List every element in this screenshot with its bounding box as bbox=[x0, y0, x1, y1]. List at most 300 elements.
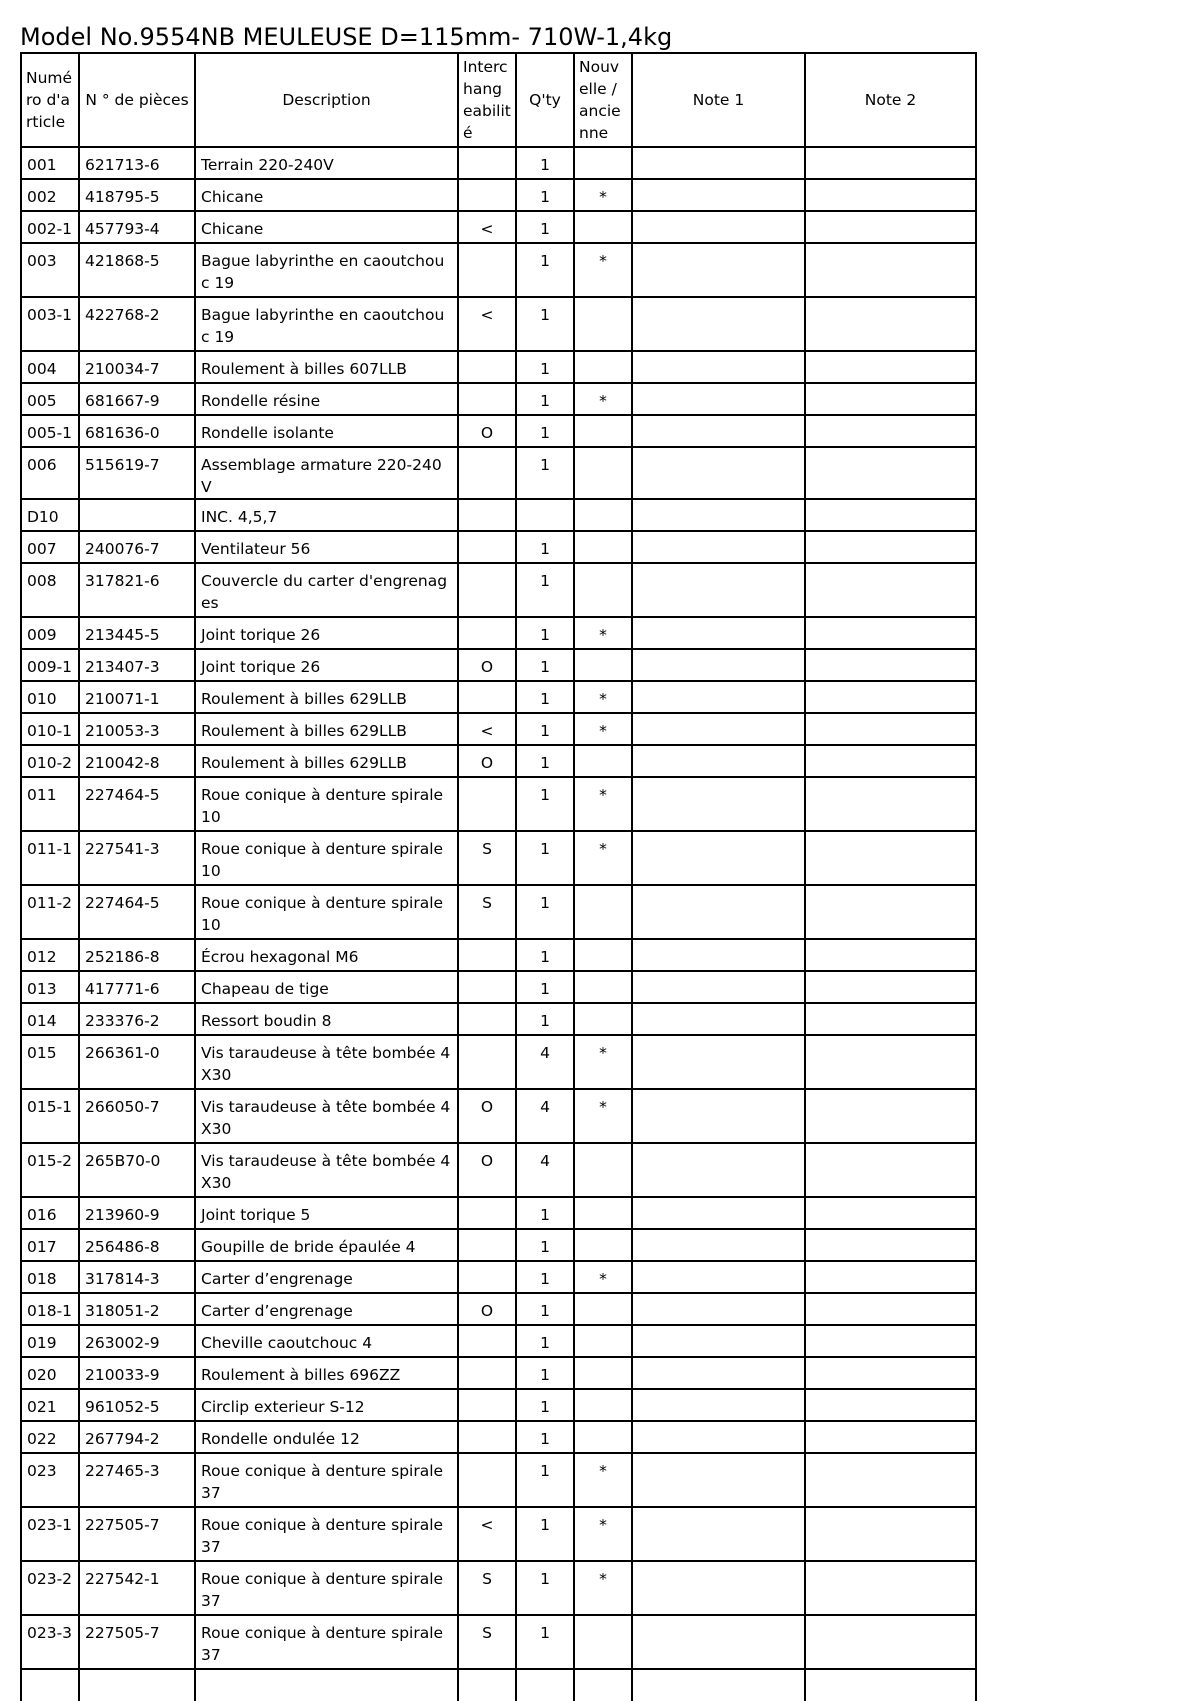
cell-note2 bbox=[805, 831, 976, 885]
cell-description: Joint torique 5 bbox=[195, 1197, 458, 1229]
header-item-no: Numéro d'article bbox=[21, 53, 79, 147]
cell-new-old bbox=[574, 1325, 632, 1357]
cell-description: Roulement à billes 607LLB bbox=[195, 351, 458, 383]
cell-qty: 1 bbox=[516, 1453, 574, 1507]
cell-note2 bbox=[805, 147, 976, 179]
table-row bbox=[21, 1035, 976, 1089]
cell-item-no: 018 bbox=[21, 1261, 79, 1293]
cell-description: Vis taraudeuse à tête bombée 4X30 bbox=[195, 1035, 458, 1089]
cell-part-no: 252186-8 bbox=[79, 939, 195, 971]
cell-description: Roue conique à denture spirale 37 bbox=[195, 1453, 458, 1507]
cell-item-no: 023 bbox=[21, 1453, 79, 1507]
cell-part-no: 227541-3 bbox=[79, 831, 195, 885]
cell-description: Chicane bbox=[195, 211, 458, 243]
cell-note2 bbox=[805, 1143, 976, 1197]
cell-qty: 1 bbox=[516, 1507, 574, 1561]
cell-interchangeability bbox=[458, 1357, 516, 1389]
cell-note1 bbox=[632, 447, 805, 499]
table-row bbox=[21, 383, 976, 415]
cell-note1 bbox=[632, 1561, 805, 1615]
cell-new-old bbox=[574, 745, 632, 777]
cell-interchangeability: < bbox=[458, 713, 516, 745]
cell-part-no: 240076-7 bbox=[79, 531, 195, 563]
cell-item-no: 015-1 bbox=[21, 1089, 79, 1143]
cell-note1 bbox=[632, 971, 805, 1003]
cell-new-old bbox=[574, 649, 632, 681]
cell-part-no: 422768-2 bbox=[79, 297, 195, 351]
cell-new-old: * bbox=[574, 1035, 632, 1089]
cell-qty: 1 bbox=[516, 297, 574, 351]
cell-description: Bague labyrinthe en caoutchouc 19 bbox=[195, 243, 458, 297]
table-row bbox=[21, 179, 976, 211]
cell-description: Rondelle isolante bbox=[195, 415, 458, 447]
table-row bbox=[21, 297, 976, 351]
cell-qty: 1 bbox=[516, 777, 574, 831]
empty-cell bbox=[79, 1669, 195, 1701]
cell-interchangeability bbox=[458, 351, 516, 383]
cell-item-no: D10 bbox=[21, 499, 79, 531]
cell-item-no: 009-1 bbox=[21, 649, 79, 681]
cell-part-no: 210042-8 bbox=[79, 745, 195, 777]
page-title: Model No.9554NB MEULEUSE D=115mm- 710W-1,4kg bbox=[20, 23, 673, 51]
cell-interchangeability bbox=[458, 617, 516, 649]
cell-interchangeability bbox=[458, 1421, 516, 1453]
cell-interchangeability: O bbox=[458, 415, 516, 447]
table-row bbox=[21, 1389, 976, 1421]
cell-qty: 1 bbox=[516, 179, 574, 211]
cell-new-old bbox=[574, 211, 632, 243]
cell-interchangeability: O bbox=[458, 1143, 516, 1197]
table-row bbox=[21, 971, 976, 1003]
cell-description: Roulement à billes 629LLB bbox=[195, 745, 458, 777]
cell-note1 bbox=[632, 499, 805, 531]
cell-interchangeability: O bbox=[458, 745, 516, 777]
table-row bbox=[21, 1615, 976, 1669]
cell-note1 bbox=[632, 1421, 805, 1453]
table-row bbox=[21, 447, 976, 499]
cell-note2 bbox=[805, 1035, 976, 1089]
cell-qty: 4 bbox=[516, 1089, 574, 1143]
table-row bbox=[21, 211, 976, 243]
table-row bbox=[21, 1325, 976, 1357]
cell-note1 bbox=[632, 1261, 805, 1293]
cell-qty: 1 bbox=[516, 971, 574, 1003]
cell-qty bbox=[516, 499, 574, 531]
cell-note1 bbox=[632, 831, 805, 885]
cell-item-no: 001 bbox=[21, 147, 79, 179]
cell-interchangeability bbox=[458, 1389, 516, 1421]
cell-note2 bbox=[805, 531, 976, 563]
cell-item-no: 019 bbox=[21, 1325, 79, 1357]
cell-qty: 1 bbox=[516, 1357, 574, 1389]
cell-qty: 4 bbox=[516, 1143, 574, 1197]
cell-note1 bbox=[632, 211, 805, 243]
cell-item-no: 012 bbox=[21, 939, 79, 971]
cell-new-old: * bbox=[574, 617, 632, 649]
cell-qty: 1 bbox=[516, 1561, 574, 1615]
cell-new-old bbox=[574, 499, 632, 531]
cell-note1 bbox=[632, 179, 805, 211]
table-row bbox=[21, 1261, 976, 1293]
cell-description: Roulement à billes 629LLB bbox=[195, 681, 458, 713]
cell-part-no: 681667-9 bbox=[79, 383, 195, 415]
table-row bbox=[21, 649, 976, 681]
cell-interchangeability bbox=[458, 179, 516, 211]
cell-item-no: 011 bbox=[21, 777, 79, 831]
header-note1: Note 1 bbox=[632, 53, 805, 147]
cell-description: Joint torique 26 bbox=[195, 617, 458, 649]
cell-qty: 1 bbox=[516, 939, 574, 971]
cell-note2 bbox=[805, 297, 976, 351]
cell-item-no: 023-3 bbox=[21, 1615, 79, 1669]
table-row bbox=[21, 1143, 976, 1197]
cell-interchangeability bbox=[458, 531, 516, 563]
cell-note1 bbox=[632, 243, 805, 297]
cell-qty: 1 bbox=[516, 1293, 574, 1325]
cell-part-no: 233376-2 bbox=[79, 1003, 195, 1035]
cell-new-old bbox=[574, 447, 632, 499]
table-header-row bbox=[21, 53, 976, 147]
cell-note2 bbox=[805, 649, 976, 681]
table-row bbox=[21, 885, 976, 939]
cell-qty: 1 bbox=[516, 1389, 574, 1421]
cell-part-no: 681636-0 bbox=[79, 415, 195, 447]
cell-note1 bbox=[632, 1293, 805, 1325]
header-description: Description bbox=[195, 53, 458, 147]
cell-note2 bbox=[805, 681, 976, 713]
table-body bbox=[21, 147, 976, 1701]
cell-description: Vis taraudeuse à tête bombée 4X30 bbox=[195, 1143, 458, 1197]
cell-note1 bbox=[632, 617, 805, 649]
table-row bbox=[21, 939, 976, 971]
cell-note1 bbox=[632, 563, 805, 617]
table-row bbox=[21, 415, 976, 447]
cell-item-no: 007 bbox=[21, 531, 79, 563]
table-row bbox=[21, 1561, 976, 1615]
cell-qty: 1 bbox=[516, 147, 574, 179]
table-row bbox=[21, 713, 976, 745]
cell-new-old: * bbox=[574, 1453, 632, 1507]
cell-note2 bbox=[805, 447, 976, 499]
cell-qty: 1 bbox=[516, 1325, 574, 1357]
cell-note2 bbox=[805, 351, 976, 383]
cell-note1 bbox=[632, 351, 805, 383]
cell-part-no: 227465-3 bbox=[79, 1453, 195, 1507]
cell-interchangeability: < bbox=[458, 211, 516, 243]
cell-qty: 1 bbox=[516, 211, 574, 243]
cell-part-no: 418795-5 bbox=[79, 179, 195, 211]
cell-note1 bbox=[632, 1143, 805, 1197]
cell-note1 bbox=[632, 939, 805, 971]
cell-new-old bbox=[574, 1003, 632, 1035]
cell-description: Terrain 220-240V bbox=[195, 147, 458, 179]
cell-new-old bbox=[574, 147, 632, 179]
cell-note1 bbox=[632, 1389, 805, 1421]
cell-note2 bbox=[805, 617, 976, 649]
cell-note2 bbox=[805, 179, 976, 211]
table-row bbox=[21, 681, 976, 713]
cell-interchangeability bbox=[458, 147, 516, 179]
cell-interchangeability: S bbox=[458, 1615, 516, 1669]
cell-part-no bbox=[79, 499, 195, 531]
table-row bbox=[21, 351, 976, 383]
cell-note1 bbox=[632, 1325, 805, 1357]
cell-qty: 1 bbox=[516, 1003, 574, 1035]
cell-note2 bbox=[805, 1421, 976, 1453]
table-row bbox=[21, 1003, 976, 1035]
cell-interchangeability: O bbox=[458, 649, 516, 681]
empty-cell bbox=[805, 1669, 976, 1701]
cell-qty: 1 bbox=[516, 1421, 574, 1453]
cell-description: Écrou hexagonal M6 bbox=[195, 939, 458, 971]
cell-new-old bbox=[574, 1357, 632, 1389]
cell-description: Ressort boudin 8 bbox=[195, 1003, 458, 1035]
cell-part-no: 213407-3 bbox=[79, 649, 195, 681]
cell-item-no: 005-1 bbox=[21, 415, 79, 447]
cell-note2 bbox=[805, 383, 976, 415]
cell-interchangeability: S bbox=[458, 1561, 516, 1615]
cell-qty: 1 bbox=[516, 713, 574, 745]
table-row bbox=[21, 1421, 976, 1453]
cell-note1 bbox=[632, 885, 805, 939]
cell-interchangeability bbox=[458, 1229, 516, 1261]
cell-description: Chicane bbox=[195, 179, 458, 211]
cell-interchangeability bbox=[458, 681, 516, 713]
table-row bbox=[21, 531, 976, 563]
cell-new-old bbox=[574, 885, 632, 939]
table-row bbox=[21, 243, 976, 297]
cell-part-no: 457793-4 bbox=[79, 211, 195, 243]
cell-note2 bbox=[805, 745, 976, 777]
cell-qty: 1 bbox=[516, 531, 574, 563]
cell-interchangeability bbox=[458, 563, 516, 617]
cell-item-no: 003 bbox=[21, 243, 79, 297]
cell-description: Couvercle du carter d'engrenages bbox=[195, 563, 458, 617]
cell-new-old: * bbox=[574, 681, 632, 713]
cell-note1 bbox=[632, 147, 805, 179]
cell-item-no: 014 bbox=[21, 1003, 79, 1035]
table-row bbox=[21, 831, 976, 885]
cell-interchangeability bbox=[458, 243, 516, 297]
cell-note1 bbox=[632, 777, 805, 831]
cell-note1 bbox=[632, 681, 805, 713]
cell-description: Roue conique à denture spirale 10 bbox=[195, 885, 458, 939]
cell-qty: 1 bbox=[516, 415, 574, 447]
cell-description: Goupille de bride épaulée 4 bbox=[195, 1229, 458, 1261]
cell-qty: 1 bbox=[516, 447, 574, 499]
cell-new-old bbox=[574, 971, 632, 1003]
cell-new-old bbox=[574, 1229, 632, 1261]
cell-new-old: * bbox=[574, 1507, 632, 1561]
cell-qty: 1 bbox=[516, 383, 574, 415]
cell-note1 bbox=[632, 745, 805, 777]
cell-description: Carter d’engrenage bbox=[195, 1293, 458, 1325]
cell-item-no: 015 bbox=[21, 1035, 79, 1089]
cell-item-no: 015-2 bbox=[21, 1143, 79, 1197]
cell-description: Joint torique 26 bbox=[195, 649, 458, 681]
cell-new-old bbox=[574, 563, 632, 617]
header-note2: Note 2 bbox=[805, 53, 976, 147]
cell-description: Rondelle résine bbox=[195, 383, 458, 415]
cell-description: Assemblage armature 220-240V bbox=[195, 447, 458, 499]
cell-new-old bbox=[574, 1197, 632, 1229]
cell-interchangeability: < bbox=[458, 1507, 516, 1561]
header-qty: Q'ty bbox=[516, 53, 574, 147]
cell-part-no: 227505-7 bbox=[79, 1615, 195, 1669]
cell-note2 bbox=[805, 1261, 976, 1293]
table-row bbox=[21, 1669, 976, 1701]
cell-description: INC. 4,5,7 bbox=[195, 499, 458, 531]
cell-interchangeability bbox=[458, 499, 516, 531]
cell-note1 bbox=[632, 1453, 805, 1507]
cell-new-old bbox=[574, 531, 632, 563]
empty-cell bbox=[574, 1669, 632, 1701]
cell-part-no: 317814-3 bbox=[79, 1261, 195, 1293]
cell-new-old: * bbox=[574, 243, 632, 297]
cell-new-old: * bbox=[574, 1261, 632, 1293]
table-row bbox=[21, 617, 976, 649]
header-new-old: Nouvelle / ancienne bbox=[574, 53, 632, 147]
cell-note1 bbox=[632, 1357, 805, 1389]
cell-new-old bbox=[574, 1143, 632, 1197]
empty-cell bbox=[21, 1669, 79, 1701]
cell-note1 bbox=[632, 383, 805, 415]
cell-qty: 4 bbox=[516, 1035, 574, 1089]
cell-qty: 1 bbox=[516, 1261, 574, 1293]
cell-new-old bbox=[574, 1389, 632, 1421]
cell-part-no: 210034-7 bbox=[79, 351, 195, 383]
cell-note2 bbox=[805, 499, 976, 531]
cell-description: Roue conique à denture spirale 37 bbox=[195, 1561, 458, 1615]
cell-item-no: 008 bbox=[21, 563, 79, 617]
cell-note2 bbox=[805, 1089, 976, 1143]
cell-new-old bbox=[574, 939, 632, 971]
table-row bbox=[21, 1453, 976, 1507]
parts-table bbox=[20, 52, 977, 1701]
cell-part-no: 213445-5 bbox=[79, 617, 195, 649]
cell-note1 bbox=[632, 649, 805, 681]
cell-qty: 1 bbox=[516, 243, 574, 297]
cell-item-no: 002 bbox=[21, 179, 79, 211]
cell-new-old bbox=[574, 1293, 632, 1325]
table-row bbox=[21, 1197, 976, 1229]
cell-part-no: 213960-9 bbox=[79, 1197, 195, 1229]
cell-item-no: 013 bbox=[21, 971, 79, 1003]
cell-note2 bbox=[805, 971, 976, 1003]
cell-description: Cheville caoutchouc 4 bbox=[195, 1325, 458, 1357]
table-row bbox=[21, 745, 976, 777]
cell-description: Chapeau de tige bbox=[195, 971, 458, 1003]
cell-qty: 1 bbox=[516, 1615, 574, 1669]
cell-item-no: 009 bbox=[21, 617, 79, 649]
cell-item-no: 010-2 bbox=[21, 745, 79, 777]
cell-note2 bbox=[805, 1615, 976, 1669]
cell-part-no: 961052-5 bbox=[79, 1389, 195, 1421]
cell-qty: 1 bbox=[516, 617, 574, 649]
cell-new-old: * bbox=[574, 713, 632, 745]
cell-interchangeability bbox=[458, 971, 516, 1003]
cell-note2 bbox=[805, 1197, 976, 1229]
cell-qty: 1 bbox=[516, 649, 574, 681]
cell-interchangeability: < bbox=[458, 297, 516, 351]
cell-note2 bbox=[805, 1389, 976, 1421]
cell-part-no: 227505-7 bbox=[79, 1507, 195, 1561]
cell-qty: 1 bbox=[516, 745, 574, 777]
cell-item-no: 005 bbox=[21, 383, 79, 415]
cell-description: Roulement à billes 696ZZ bbox=[195, 1357, 458, 1389]
cell-part-no: 210033-9 bbox=[79, 1357, 195, 1389]
cell-interchangeability: S bbox=[458, 885, 516, 939]
cell-note2 bbox=[805, 415, 976, 447]
table-row bbox=[21, 1507, 976, 1561]
cell-interchangeability: O bbox=[458, 1293, 516, 1325]
cell-item-no: 021 bbox=[21, 1389, 79, 1421]
cell-note1 bbox=[632, 713, 805, 745]
cell-new-old bbox=[574, 297, 632, 351]
cell-description: Carter d’engrenage bbox=[195, 1261, 458, 1293]
cell-note1 bbox=[632, 1089, 805, 1143]
cell-note1 bbox=[632, 531, 805, 563]
cell-qty: 1 bbox=[516, 351, 574, 383]
cell-description: Roulement à billes 629LLB bbox=[195, 713, 458, 745]
cell-interchangeability bbox=[458, 1035, 516, 1089]
cell-part-no: 266050-7 bbox=[79, 1089, 195, 1143]
cell-note2 bbox=[805, 777, 976, 831]
cell-description: Circlip exterieur S-12 bbox=[195, 1389, 458, 1421]
cell-part-no: 227542-1 bbox=[79, 1561, 195, 1615]
cell-item-no: 002-1 bbox=[21, 211, 79, 243]
table-row bbox=[21, 147, 976, 179]
cell-description: Vis taraudeuse à tête bombée 4X30 bbox=[195, 1089, 458, 1143]
cell-new-old bbox=[574, 415, 632, 447]
cell-qty: 1 bbox=[516, 563, 574, 617]
cell-item-no: 011-1 bbox=[21, 831, 79, 885]
cell-part-no: 266361-0 bbox=[79, 1035, 195, 1089]
cell-interchangeability bbox=[458, 1261, 516, 1293]
cell-item-no: 023-2 bbox=[21, 1561, 79, 1615]
cell-new-old bbox=[574, 1615, 632, 1669]
empty-cell bbox=[516, 1669, 574, 1701]
cell-part-no: 421868-5 bbox=[79, 243, 195, 297]
table-row bbox=[21, 563, 976, 617]
cell-item-no: 010 bbox=[21, 681, 79, 713]
cell-interchangeability bbox=[458, 1453, 516, 1507]
cell-part-no: 227464-5 bbox=[79, 777, 195, 831]
cell-interchangeability: S bbox=[458, 831, 516, 885]
cell-item-no: 023-1 bbox=[21, 1507, 79, 1561]
table-row bbox=[21, 499, 976, 531]
cell-description: Ventilateur 56 bbox=[195, 531, 458, 563]
cell-description: Roue conique à denture spirale 10 bbox=[195, 777, 458, 831]
cell-note2 bbox=[805, 211, 976, 243]
cell-interchangeability: O bbox=[458, 1089, 516, 1143]
cell-item-no: 010-1 bbox=[21, 713, 79, 745]
table-row bbox=[21, 1293, 976, 1325]
cell-note2 bbox=[805, 1003, 976, 1035]
cell-item-no: 016 bbox=[21, 1197, 79, 1229]
table-row bbox=[21, 1229, 976, 1261]
cell-part-no: 515619-7 bbox=[79, 447, 195, 499]
cell-note1 bbox=[632, 1229, 805, 1261]
cell-description: Roue conique à denture spirale 10 bbox=[195, 831, 458, 885]
cell-new-old: * bbox=[574, 383, 632, 415]
cell-note2 bbox=[805, 1325, 976, 1357]
cell-part-no: 256486-8 bbox=[79, 1229, 195, 1261]
cell-description: Roue conique à denture spirale 37 bbox=[195, 1507, 458, 1561]
cell-note2 bbox=[805, 243, 976, 297]
cell-new-old bbox=[574, 351, 632, 383]
cell-description: Roue conique à denture spirale 37 bbox=[195, 1615, 458, 1669]
